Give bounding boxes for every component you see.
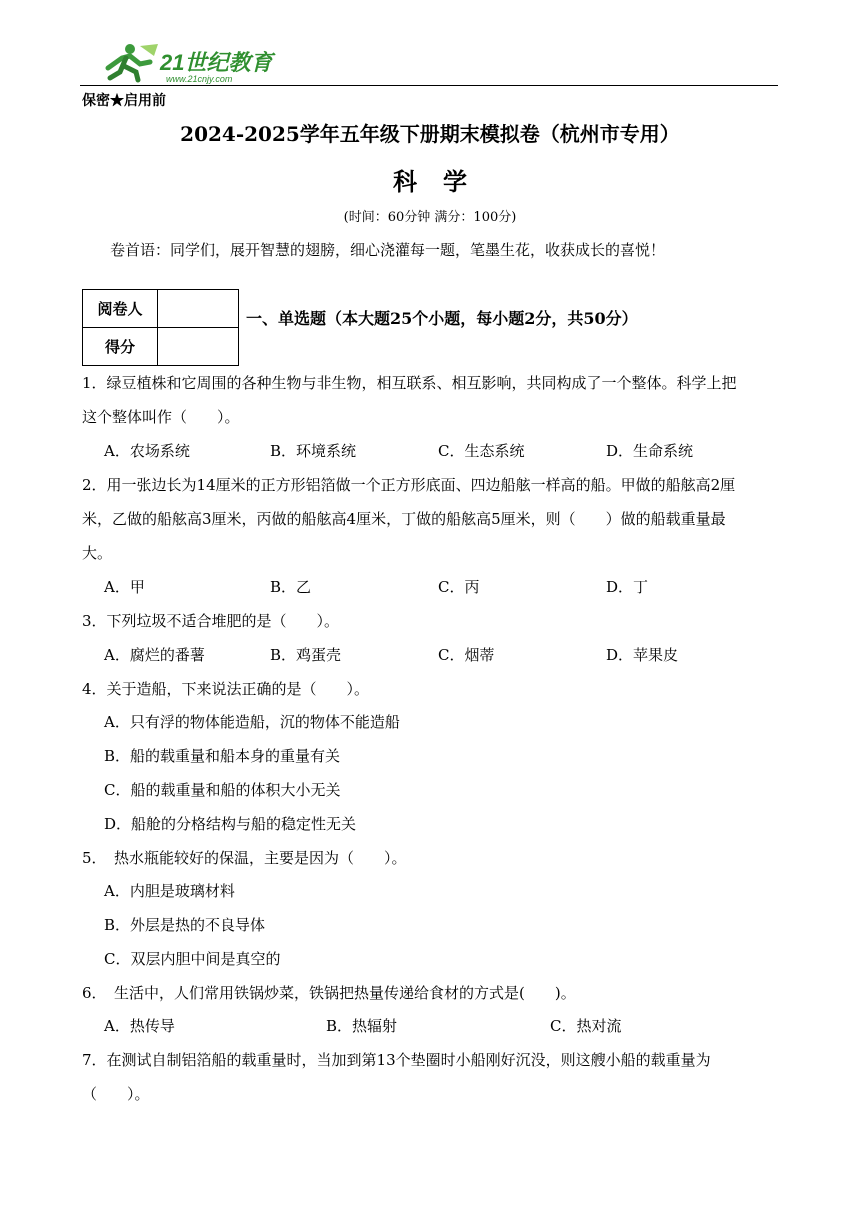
question-2-option-b: B．乙 xyxy=(270,578,312,596)
question-2-option-d: D．丁 xyxy=(606,578,649,596)
question-5-stem: 5． 热水瓶能较好的保温，主要是因为（ ）。 xyxy=(82,849,407,867)
runner-icon xyxy=(108,44,158,80)
question-4-option-c: C．船的载重量和船的体积大小无关 xyxy=(104,781,341,799)
question-3-option-d: D．苹果皮 xyxy=(606,646,679,664)
header-rule xyxy=(80,85,778,86)
exam-time-score: (时间：60分钟 满分：100分) xyxy=(343,210,517,225)
subject-title: 科学 xyxy=(393,167,493,196)
question-2-stem-line-2: 米，乙做的船舷高3厘米，丙做的船舷高4厘米，丁做的船舷高5厘米，则（ ）做的船载重量最 xyxy=(82,510,726,528)
question-7-stem-line-1: 7．在测试自制铝箔船的载重量时，当加到第13个垫圈时小船刚好沉没，则这艘小船的载重量为 xyxy=(82,1051,711,1069)
question-7-stem-line-2: （ ）。 xyxy=(82,1085,150,1103)
exam-title: 2024-2025学年五年级下册期末模拟卷（杭州市专用） xyxy=(180,122,680,146)
score-label: 得分 xyxy=(83,328,158,366)
question-3-option-c: C．烟蒂 xyxy=(438,646,495,664)
score-blank xyxy=(158,328,239,366)
question-3-option-b: B．鸡蛋壳 xyxy=(270,646,342,664)
question-6-option-c: C．热对流 xyxy=(550,1017,622,1035)
question-5-option-a: A．内胆是玻璃材料 xyxy=(104,882,235,900)
question-1-option-a: A．农场系统 xyxy=(104,442,190,460)
21cnjy-logo xyxy=(100,40,280,86)
logo-main-text: 21世纪教育 xyxy=(160,50,273,75)
question-4-option-d: D．船舱的分格结构与船的稳定性无关 xyxy=(104,815,357,833)
question-1-option-c: C．生态系统 xyxy=(438,442,525,460)
logo-url-text: www.21cnjy.com xyxy=(166,74,233,84)
question-4-option-a: A．只有浮的物体能造船，沉的物体不能造船 xyxy=(104,713,400,731)
question-3-option-a: A．腐烂的番薯 xyxy=(104,646,205,664)
question-6-option-a: A．热传导 xyxy=(104,1017,175,1035)
motto: 卷首语：同学们，展开智慧的翅膀，细心浇灌每一题，笔墨生花，收获成长的喜悦！ xyxy=(110,241,666,259)
grader-label: 阅卷人 xyxy=(83,290,158,328)
question-2-stem-line-3: 大。 xyxy=(82,544,113,562)
question-2-stem-line-1: 2．用一张边长为14厘米的正方形铝箔做一个正方形底面、四边船舷一样高的船。甲做的船舷高2厘 xyxy=(82,476,736,494)
question-2-option-a: A．甲 xyxy=(104,578,145,596)
question-3-stem: 3．下列垃圾不适合堆肥的是（ ）。 xyxy=(82,612,340,630)
question-1-option-d: D．生命系统 xyxy=(606,442,694,460)
question-6-option-b: B．热辐射 xyxy=(326,1017,398,1035)
question-4-stem: 4．关于造船，下来说法正确的是（ ）。 xyxy=(82,680,370,698)
confidential-mark: 保密★启用前 xyxy=(82,93,166,109)
question-5-option-b: B．外层是热的不良导体 xyxy=(104,916,266,934)
section-heading: 一、单选题（本大题25个小题，每小题2分，共50分） xyxy=(246,309,638,328)
question-5-option-c: C．双层内胆中间是真空的 xyxy=(104,950,281,968)
question-2-option-c: C．丙 xyxy=(438,578,480,596)
question-1-stem-line-1: 1．绿豆植株和它周围的各种生物与非生物，相互联系、相互影响，共同构成了一个整体。科学上把 xyxy=(82,374,737,392)
question-4-option-b: B．船的载重量和船本身的重量有关 xyxy=(104,747,341,765)
score-table xyxy=(82,289,239,366)
question-6-stem: 6． 生活中，人们常用铁锅炒菜，铁锅把热量传递给食材的方式是( )。 xyxy=(82,984,576,1002)
question-1-option-b: B．环境系统 xyxy=(270,442,357,460)
grader-blank xyxy=(158,290,239,328)
question-1-stem-line-2: 这个整体叫作（ ）。 xyxy=(82,408,240,426)
